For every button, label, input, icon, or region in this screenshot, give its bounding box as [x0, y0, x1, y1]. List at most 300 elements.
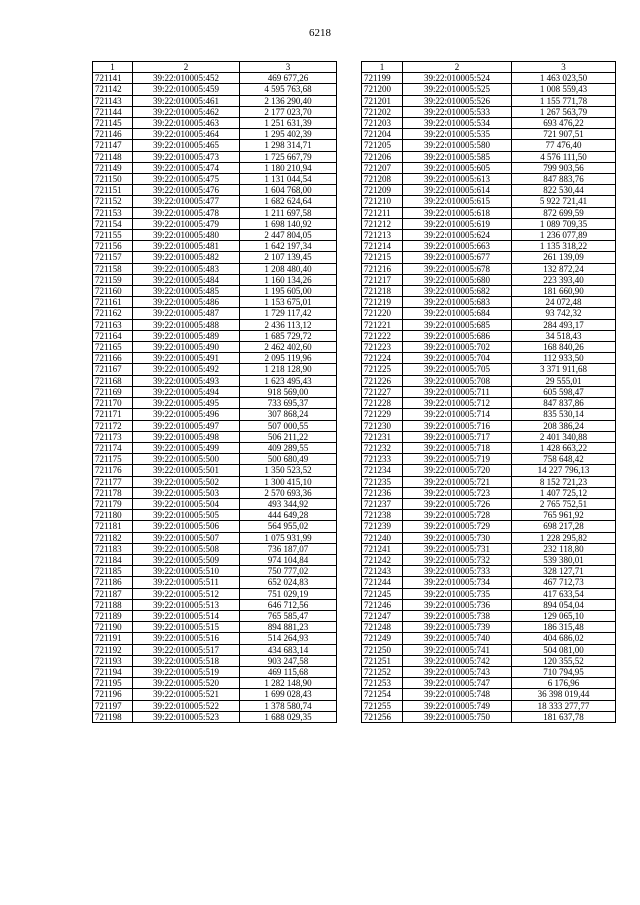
cadastral-number-cell: 39:22:010005:518	[133, 655, 240, 666]
value-cell: 758 648,42	[512, 454, 616, 465]
value-cell: 223 393,40	[512, 274, 616, 285]
right-table-body	[362, 73, 616, 723]
row-number-cell: 721159	[93, 274, 133, 285]
value-cell: 469 677,26	[240, 73, 337, 84]
row-number-cell: 721231	[362, 431, 403, 442]
row-number-cell: 721196	[93, 689, 133, 700]
table-row	[93, 185, 337, 196]
row-number-cell: 721176	[93, 465, 133, 476]
value-cell: 1 131 044,54	[240, 174, 337, 185]
table-row	[362, 532, 616, 543]
value-cell: 506 211,22	[240, 431, 337, 442]
row-number-cell: 721154	[93, 218, 133, 229]
cadastral-number-cell: 39:22:010005:719	[403, 454, 512, 465]
table-row	[362, 588, 616, 599]
table-row	[93, 353, 337, 364]
table-row	[93, 330, 337, 341]
table-row	[362, 633, 616, 644]
table-row	[93, 420, 337, 431]
value-cell: 539 380,01	[512, 554, 616, 565]
cadastral-number-cell: 39:22:010005:735	[403, 588, 512, 599]
value-cell: 894 054,04	[512, 599, 616, 610]
value-cell: 507 000,55	[240, 420, 337, 431]
row-number-cell: 721202	[362, 106, 403, 117]
row-number-cell: 721237	[362, 498, 403, 509]
row-number-cell: 721184	[93, 554, 133, 565]
cadastral-number-cell: 39:22:010005:502	[133, 476, 240, 487]
row-number-cell: 721218	[362, 286, 403, 297]
table-row	[362, 700, 616, 711]
value-cell: 434 683,14	[240, 644, 337, 655]
cadastral-number-cell: 39:22:010005:482	[133, 252, 240, 263]
row-number-cell: 721165	[93, 342, 133, 353]
row-number-cell: 721226	[362, 375, 403, 386]
table-row	[362, 577, 616, 588]
table-row	[93, 599, 337, 610]
value-cell: 1 699 028,43	[240, 689, 337, 700]
value-cell: 34 518,43	[512, 330, 616, 341]
row-number-cell: 721197	[93, 700, 133, 711]
row-number-cell: 721193	[93, 655, 133, 666]
table-row	[93, 297, 337, 308]
table-row	[362, 353, 616, 364]
row-number-cell: 721190	[93, 622, 133, 633]
cadastral-number-cell: 39:22:010005:490	[133, 342, 240, 353]
table-row	[93, 84, 337, 95]
row-number-cell: 721168	[93, 375, 133, 386]
value-cell: 733 695,37	[240, 398, 337, 409]
row-number-cell: 721191	[93, 633, 133, 644]
column-header-2: 2	[133, 62, 240, 73]
row-number-cell: 721172	[93, 420, 133, 431]
column-header-2: 2	[403, 62, 512, 73]
table-row	[362, 465, 616, 476]
table-row	[93, 319, 337, 330]
cadastral-number-cell: 39:22:010005:614	[403, 185, 512, 196]
cadastral-number-cell: 39:22:010005:580	[403, 140, 512, 151]
value-cell: 6 176,96	[512, 678, 616, 689]
table-row	[362, 364, 616, 375]
row-number-cell: 721177	[93, 476, 133, 487]
cadastral-number-cell: 39:22:010005:484	[133, 274, 240, 285]
row-number-cell: 721145	[93, 118, 133, 129]
cadastral-number-cell: 39:22:010005:747	[403, 678, 512, 689]
table-row	[93, 498, 337, 509]
cadastral-number-cell: 39:22:010005:723	[403, 487, 512, 498]
row-number-cell: 721178	[93, 487, 133, 498]
cadastral-number-cell: 39:22:010005:514	[133, 610, 240, 621]
cadastral-number-cell: 39:22:010005:721	[403, 476, 512, 487]
cadastral-number-cell: 39:22:010005:729	[403, 521, 512, 532]
row-number-cell: 721214	[362, 241, 403, 252]
value-cell: 168 840,26	[512, 342, 616, 353]
cadastral-number-cell: 39:22:010005:585	[403, 151, 512, 162]
value-cell: 1 218 128,90	[240, 364, 337, 375]
cadastral-number-cell: 39:22:010005:685	[403, 319, 512, 330]
table-row	[362, 622, 616, 633]
cadastral-number-cell: 39:22:010005:534	[403, 118, 512, 129]
row-number-cell: 721170	[93, 398, 133, 409]
row-number-cell: 721223	[362, 342, 403, 353]
table-row	[93, 588, 337, 599]
row-number-cell: 721213	[362, 230, 403, 241]
value-cell: 1 267 563,79	[512, 106, 616, 117]
table-row	[362, 711, 616, 722]
cadastral-number-cell: 39:22:010005:507	[133, 532, 240, 543]
table-row	[93, 633, 337, 644]
cadastral-number-cell: 39:22:010005:618	[403, 207, 512, 218]
row-number-cell: 721245	[362, 588, 403, 599]
value-cell: 693 476,22	[512, 118, 616, 129]
cadastral-number-cell: 39:22:010005:489	[133, 330, 240, 341]
value-cell: 93 742,32	[512, 308, 616, 319]
row-number-cell: 721248	[362, 622, 403, 633]
table-row	[93, 95, 337, 106]
row-number-cell: 721215	[362, 252, 403, 263]
value-cell: 903 247,58	[240, 655, 337, 666]
row-number-cell: 721250	[362, 644, 403, 655]
row-number-cell: 721162	[93, 308, 133, 319]
cadastral-number-cell: 39:22:010005:619	[403, 218, 512, 229]
table-row	[93, 274, 337, 285]
row-number-cell: 721153	[93, 207, 133, 218]
cadastral-number-cell: 39:22:010005:677	[403, 252, 512, 263]
value-cell: 799 903,56	[512, 162, 616, 173]
value-cell: 500 680,49	[240, 454, 337, 465]
row-number-cell: 721185	[93, 566, 133, 577]
table-row	[93, 263, 337, 274]
value-cell: 2 436 113,12	[240, 319, 337, 330]
cadastral-number-cell: 39:22:010005:605	[403, 162, 512, 173]
row-number-cell: 721188	[93, 599, 133, 610]
cadastral-number-cell: 39:22:010005:496	[133, 409, 240, 420]
row-number-cell: 721143	[93, 95, 133, 106]
value-cell: 1 153 675,01	[240, 297, 337, 308]
table-row	[362, 330, 616, 341]
row-number-cell: 721201	[362, 95, 403, 106]
cadastral-number-cell: 39:22:010005:702	[403, 342, 512, 353]
table-row	[93, 409, 337, 420]
cadastral-number-cell: 39:22:010005:613	[403, 174, 512, 185]
cadastral-number-cell: 39:22:010005:500	[133, 454, 240, 465]
table-row	[362, 274, 616, 285]
value-cell: 721 907,51	[512, 129, 616, 140]
cadastral-number-cell: 39:22:010005:476	[133, 185, 240, 196]
value-cell: 181 660,90	[512, 286, 616, 297]
table-row	[362, 655, 616, 666]
value-cell: 307 868,24	[240, 409, 337, 420]
value-cell: 181 637,78	[512, 711, 616, 722]
row-number-cell: 721219	[362, 297, 403, 308]
table-row	[362, 666, 616, 677]
table-row	[362, 375, 616, 386]
table-row	[362, 207, 616, 218]
row-number-cell: 721239	[362, 521, 403, 532]
row-number-cell: 721217	[362, 274, 403, 285]
value-cell: 328 127,71	[512, 566, 616, 577]
cadastral-number-cell: 39:22:010005:501	[133, 465, 240, 476]
table-row	[362, 162, 616, 173]
cadastral-number-cell: 39:22:010005:523	[133, 711, 240, 722]
cadastral-number-cell: 39:22:010005:473	[133, 151, 240, 162]
cadastral-number-cell: 39:22:010005:524	[403, 73, 512, 84]
cadastral-number-cell: 39:22:010005:464	[133, 129, 240, 140]
row-number-cell: 721161	[93, 297, 133, 308]
value-cell: 409 289,55	[240, 442, 337, 453]
cadastral-number-cell: 39:22:010005:492	[133, 364, 240, 375]
cadastral-number-cell: 39:22:010005:517	[133, 644, 240, 655]
value-cell: 3 371 911,68	[512, 364, 616, 375]
table-header-row	[362, 62, 616, 73]
value-cell: 2 177 023,70	[240, 106, 337, 117]
value-cell: 646 712,56	[240, 599, 337, 610]
cadastral-number-cell: 39:22:010005:491	[133, 353, 240, 364]
cadastral-number-cell: 39:22:010005:520	[133, 678, 240, 689]
row-number-cell: 721236	[362, 487, 403, 498]
value-cell: 514 264,93	[240, 633, 337, 644]
table-row	[93, 386, 337, 397]
value-cell: 208 386,24	[512, 420, 616, 431]
cadastral-number-cell: 39:22:010005:684	[403, 308, 512, 319]
table-row	[93, 521, 337, 532]
row-number-cell: 721169	[93, 386, 133, 397]
table-row	[93, 162, 337, 173]
table-row	[93, 577, 337, 588]
table-row	[362, 476, 616, 487]
table-row	[93, 510, 337, 521]
row-number-cell: 721209	[362, 185, 403, 196]
cadastral-number-cell: 39:22:010005:497	[133, 420, 240, 431]
row-number-cell: 721199	[362, 73, 403, 84]
table-row	[362, 342, 616, 353]
cadastral-number-cell: 39:22:010005:494	[133, 386, 240, 397]
value-cell: 1 688 029,35	[240, 711, 337, 722]
table-row	[362, 409, 616, 420]
table-row	[93, 151, 337, 162]
value-cell: 2 765 752,51	[512, 498, 616, 509]
table-row	[362, 644, 616, 655]
value-cell: 4 576 111,50	[512, 151, 616, 162]
value-cell: 112 933,50	[512, 353, 616, 364]
table-row	[362, 431, 616, 442]
cadastral-number-cell: 39:22:010005:510	[133, 566, 240, 577]
value-cell: 1 236 077,89	[512, 230, 616, 241]
row-number-cell: 721210	[362, 196, 403, 207]
table-row	[362, 286, 616, 297]
value-cell: 710 794,95	[512, 666, 616, 677]
row-number-cell: 721198	[93, 711, 133, 722]
row-number-cell: 721228	[362, 398, 403, 409]
table-row	[93, 230, 337, 241]
row-number-cell: 721238	[362, 510, 403, 521]
value-cell: 24 072,48	[512, 297, 616, 308]
row-number-cell: 721192	[93, 644, 133, 655]
cadastral-number-cell: 39:22:010005:750	[403, 711, 512, 722]
row-number-cell: 721189	[93, 610, 133, 621]
cadastral-number-cell: 39:22:010005:525	[403, 84, 512, 95]
row-number-cell: 721186	[93, 577, 133, 588]
row-number-cell: 721182	[93, 532, 133, 543]
row-number-cell: 721241	[362, 543, 403, 554]
row-number-cell: 721256	[362, 711, 403, 722]
table-row	[362, 196, 616, 207]
value-cell: 1 298 314,71	[240, 140, 337, 151]
row-number-cell: 721230	[362, 420, 403, 431]
row-number-cell: 721160	[93, 286, 133, 297]
value-cell: 1 463 023,50	[512, 73, 616, 84]
table-row	[362, 543, 616, 554]
row-number-cell: 721203	[362, 118, 403, 129]
row-number-cell: 721235	[362, 476, 403, 487]
value-cell: 1 208 480,40	[240, 263, 337, 274]
table-row	[362, 386, 616, 397]
table-row	[362, 420, 616, 431]
value-cell: 1 300 415,10	[240, 476, 337, 487]
cadastral-number-cell: 39:22:010005:533	[403, 106, 512, 117]
table-row	[362, 319, 616, 330]
value-cell: 1 295 402,39	[240, 129, 337, 140]
value-cell: 1 135 318,22	[512, 241, 616, 252]
cadastral-number-cell: 39:22:010005:474	[133, 162, 240, 173]
table-row	[93, 73, 337, 84]
cadastral-number-cell: 39:22:010005:704	[403, 353, 512, 364]
cadastral-number-cell: 39:22:010005:678	[403, 263, 512, 274]
row-number-cell: 721246	[362, 599, 403, 610]
value-cell: 847 883,76	[512, 174, 616, 185]
cadastral-number-cell: 39:22:010005:522	[133, 700, 240, 711]
row-number-cell: 721220	[362, 308, 403, 319]
cadastral-number-cell: 39:22:010005:478	[133, 207, 240, 218]
table-row	[93, 711, 337, 722]
cadastral-number-cell: 39:22:010005:521	[133, 689, 240, 700]
table-row	[362, 252, 616, 263]
cadastral-number-cell: 39:22:010005:749	[403, 700, 512, 711]
row-number-cell: 721216	[362, 263, 403, 274]
row-number-cell: 721158	[93, 263, 133, 274]
table-row	[93, 543, 337, 554]
table-row	[362, 106, 616, 117]
row-number-cell: 721194	[93, 666, 133, 677]
row-number-cell: 721252	[362, 666, 403, 677]
cadastral-number-cell: 39:22:010005:708	[403, 375, 512, 386]
cadastral-number-cell: 39:22:010005:732	[403, 554, 512, 565]
cadastral-number-cell: 39:22:010005:519	[133, 666, 240, 677]
value-cell: 2 447 804,05	[240, 230, 337, 241]
value-cell: 1 604 768,00	[240, 185, 337, 196]
table-row	[93, 118, 337, 129]
table-row	[93, 655, 337, 666]
row-number-cell: 721255	[362, 700, 403, 711]
cadastral-number-cell: 39:22:010005:508	[133, 543, 240, 554]
value-cell: 2 107 139,45	[240, 252, 337, 263]
cadastral-number-cell: 39:22:010005:488	[133, 319, 240, 330]
row-number-cell: 721187	[93, 588, 133, 599]
value-cell: 835 530,14	[512, 409, 616, 420]
table-row	[362, 230, 616, 241]
table-row	[93, 364, 337, 375]
value-cell: 918 569,00	[240, 386, 337, 397]
table-row	[93, 487, 337, 498]
row-number-cell: 721147	[93, 140, 133, 151]
table-row	[362, 566, 616, 577]
row-number-cell: 721179	[93, 498, 133, 509]
table-row	[362, 610, 616, 621]
left-table	[92, 61, 337, 723]
cadastral-number-cell: 39:22:010005:516	[133, 633, 240, 644]
table-row	[93, 678, 337, 689]
value-cell: 1 211 697,58	[240, 207, 337, 218]
row-number-cell: 721171	[93, 409, 133, 420]
row-number-cell: 721164	[93, 330, 133, 341]
cadastral-number-cell: 39:22:010005:487	[133, 308, 240, 319]
cadastral-number-cell: 39:22:010005:462	[133, 106, 240, 117]
row-number-cell: 721200	[362, 84, 403, 95]
cadastral-number-cell: 39:22:010005:461	[133, 95, 240, 106]
row-number-cell: 721227	[362, 386, 403, 397]
cadastral-number-cell: 39:22:010005:736	[403, 599, 512, 610]
row-number-cell: 721156	[93, 241, 133, 252]
value-cell: 1 642 197,34	[240, 241, 337, 252]
table-row	[362, 297, 616, 308]
table-row	[93, 308, 337, 319]
value-cell: 1 251 631,39	[240, 118, 337, 129]
value-cell: 261 139,09	[512, 252, 616, 263]
table-row	[362, 185, 616, 196]
cadastral-number-cell: 39:22:010005:686	[403, 330, 512, 341]
row-number-cell: 721225	[362, 364, 403, 375]
cadastral-number-cell: 39:22:010005:506	[133, 521, 240, 532]
table-row	[362, 218, 616, 229]
row-number-cell: 721141	[93, 73, 133, 84]
row-number-cell: 721166	[93, 353, 133, 364]
value-cell: 894 881,23	[240, 622, 337, 633]
row-number-cell: 721234	[362, 465, 403, 476]
cadastral-number-cell: 39:22:010005:712	[403, 398, 512, 409]
value-cell: 974 104,84	[240, 554, 337, 565]
cadastral-number-cell: 39:22:010005:515	[133, 622, 240, 633]
value-cell: 1 195 605,00	[240, 286, 337, 297]
value-cell: 1 623 495,43	[240, 375, 337, 386]
value-cell: 1 350 523,52	[240, 465, 337, 476]
column-header-1: 1	[93, 62, 133, 73]
row-number-cell: 721174	[93, 442, 133, 453]
value-cell: 504 081,00	[512, 644, 616, 655]
right-table	[361, 61, 616, 723]
cadastral-number-cell: 39:22:010005:726	[403, 498, 512, 509]
row-number-cell: 721146	[93, 129, 133, 140]
table-row	[362, 398, 616, 409]
value-cell: 1 407 725,12	[512, 487, 616, 498]
table-row	[362, 689, 616, 700]
row-number-cell: 721148	[93, 151, 133, 162]
table-row	[362, 454, 616, 465]
value-cell: 417 633,54	[512, 588, 616, 599]
table-row	[93, 286, 337, 297]
table-row	[362, 118, 616, 129]
value-cell: 765 961,92	[512, 510, 616, 521]
table-row	[362, 510, 616, 521]
cadastral-number-cell: 39:22:010005:479	[133, 218, 240, 229]
value-cell: 605 598,47	[512, 386, 616, 397]
value-cell: 2 570 693,36	[240, 487, 337, 498]
value-cell: 564 955,02	[240, 521, 337, 532]
row-number-cell: 721232	[362, 442, 403, 453]
value-cell: 698 217,28	[512, 521, 616, 532]
cadastral-number-cell: 39:22:010005:734	[403, 577, 512, 588]
value-cell: 404 686,02	[512, 633, 616, 644]
table-row	[93, 252, 337, 263]
value-cell: 77 476,40	[512, 140, 616, 151]
